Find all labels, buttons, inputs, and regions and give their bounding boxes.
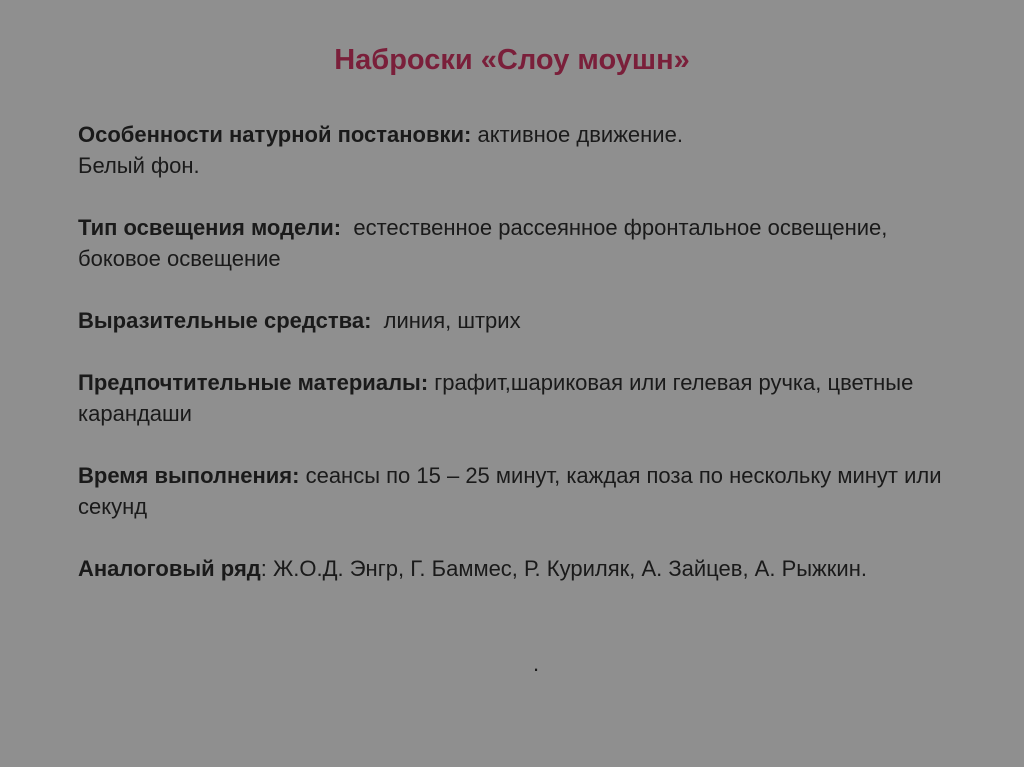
paragraph-lighting bbox=[78, 212, 968, 274]
paragraph-label: Особенности натурной постановки: bbox=[78, 122, 472, 147]
paragraph-duration bbox=[78, 460, 968, 522]
paragraph-label: Тип освещения модели: bbox=[78, 215, 342, 240]
slide-content bbox=[78, 119, 968, 615]
slide-title: Наброски «Слоу моушн» bbox=[334, 44, 690, 76]
paragraph-means bbox=[78, 305, 968, 336]
paragraph-text: линия, штрих bbox=[371, 308, 521, 333]
footer-dot: . bbox=[533, 651, 540, 676]
paragraph-references bbox=[78, 553, 968, 584]
paragraph-label: Предпочтительные материалы: bbox=[78, 370, 429, 395]
paragraph-materials bbox=[78, 367, 968, 429]
paragraph-text: сеансы по 15 – 25 минут, каждая поза по нескольку минут или секунд bbox=[78, 463, 942, 519]
paragraph-label: Выразительные средства: bbox=[78, 308, 372, 333]
paragraph-setting bbox=[78, 119, 968, 181]
paragraph-label: Время выполнения: bbox=[78, 463, 300, 488]
paragraph-text: графит,шариковая или гелевая ручка, цветные карандаши bbox=[78, 370, 914, 426]
paragraph-text: : Ж.О.Д. Энгр, Г. Баммес, Р. Куриляк, А. Зайцев, А. Рыжкин. bbox=[260, 556, 867, 581]
paragraph-label: Аналоговый ряд bbox=[78, 556, 261, 581]
paragraph-text: активное движение. Белый фон. bbox=[78, 122, 683, 178]
paragraph-text: естественное рассеянное фронтальное освещение, боковое освещение bbox=[78, 215, 894, 271]
